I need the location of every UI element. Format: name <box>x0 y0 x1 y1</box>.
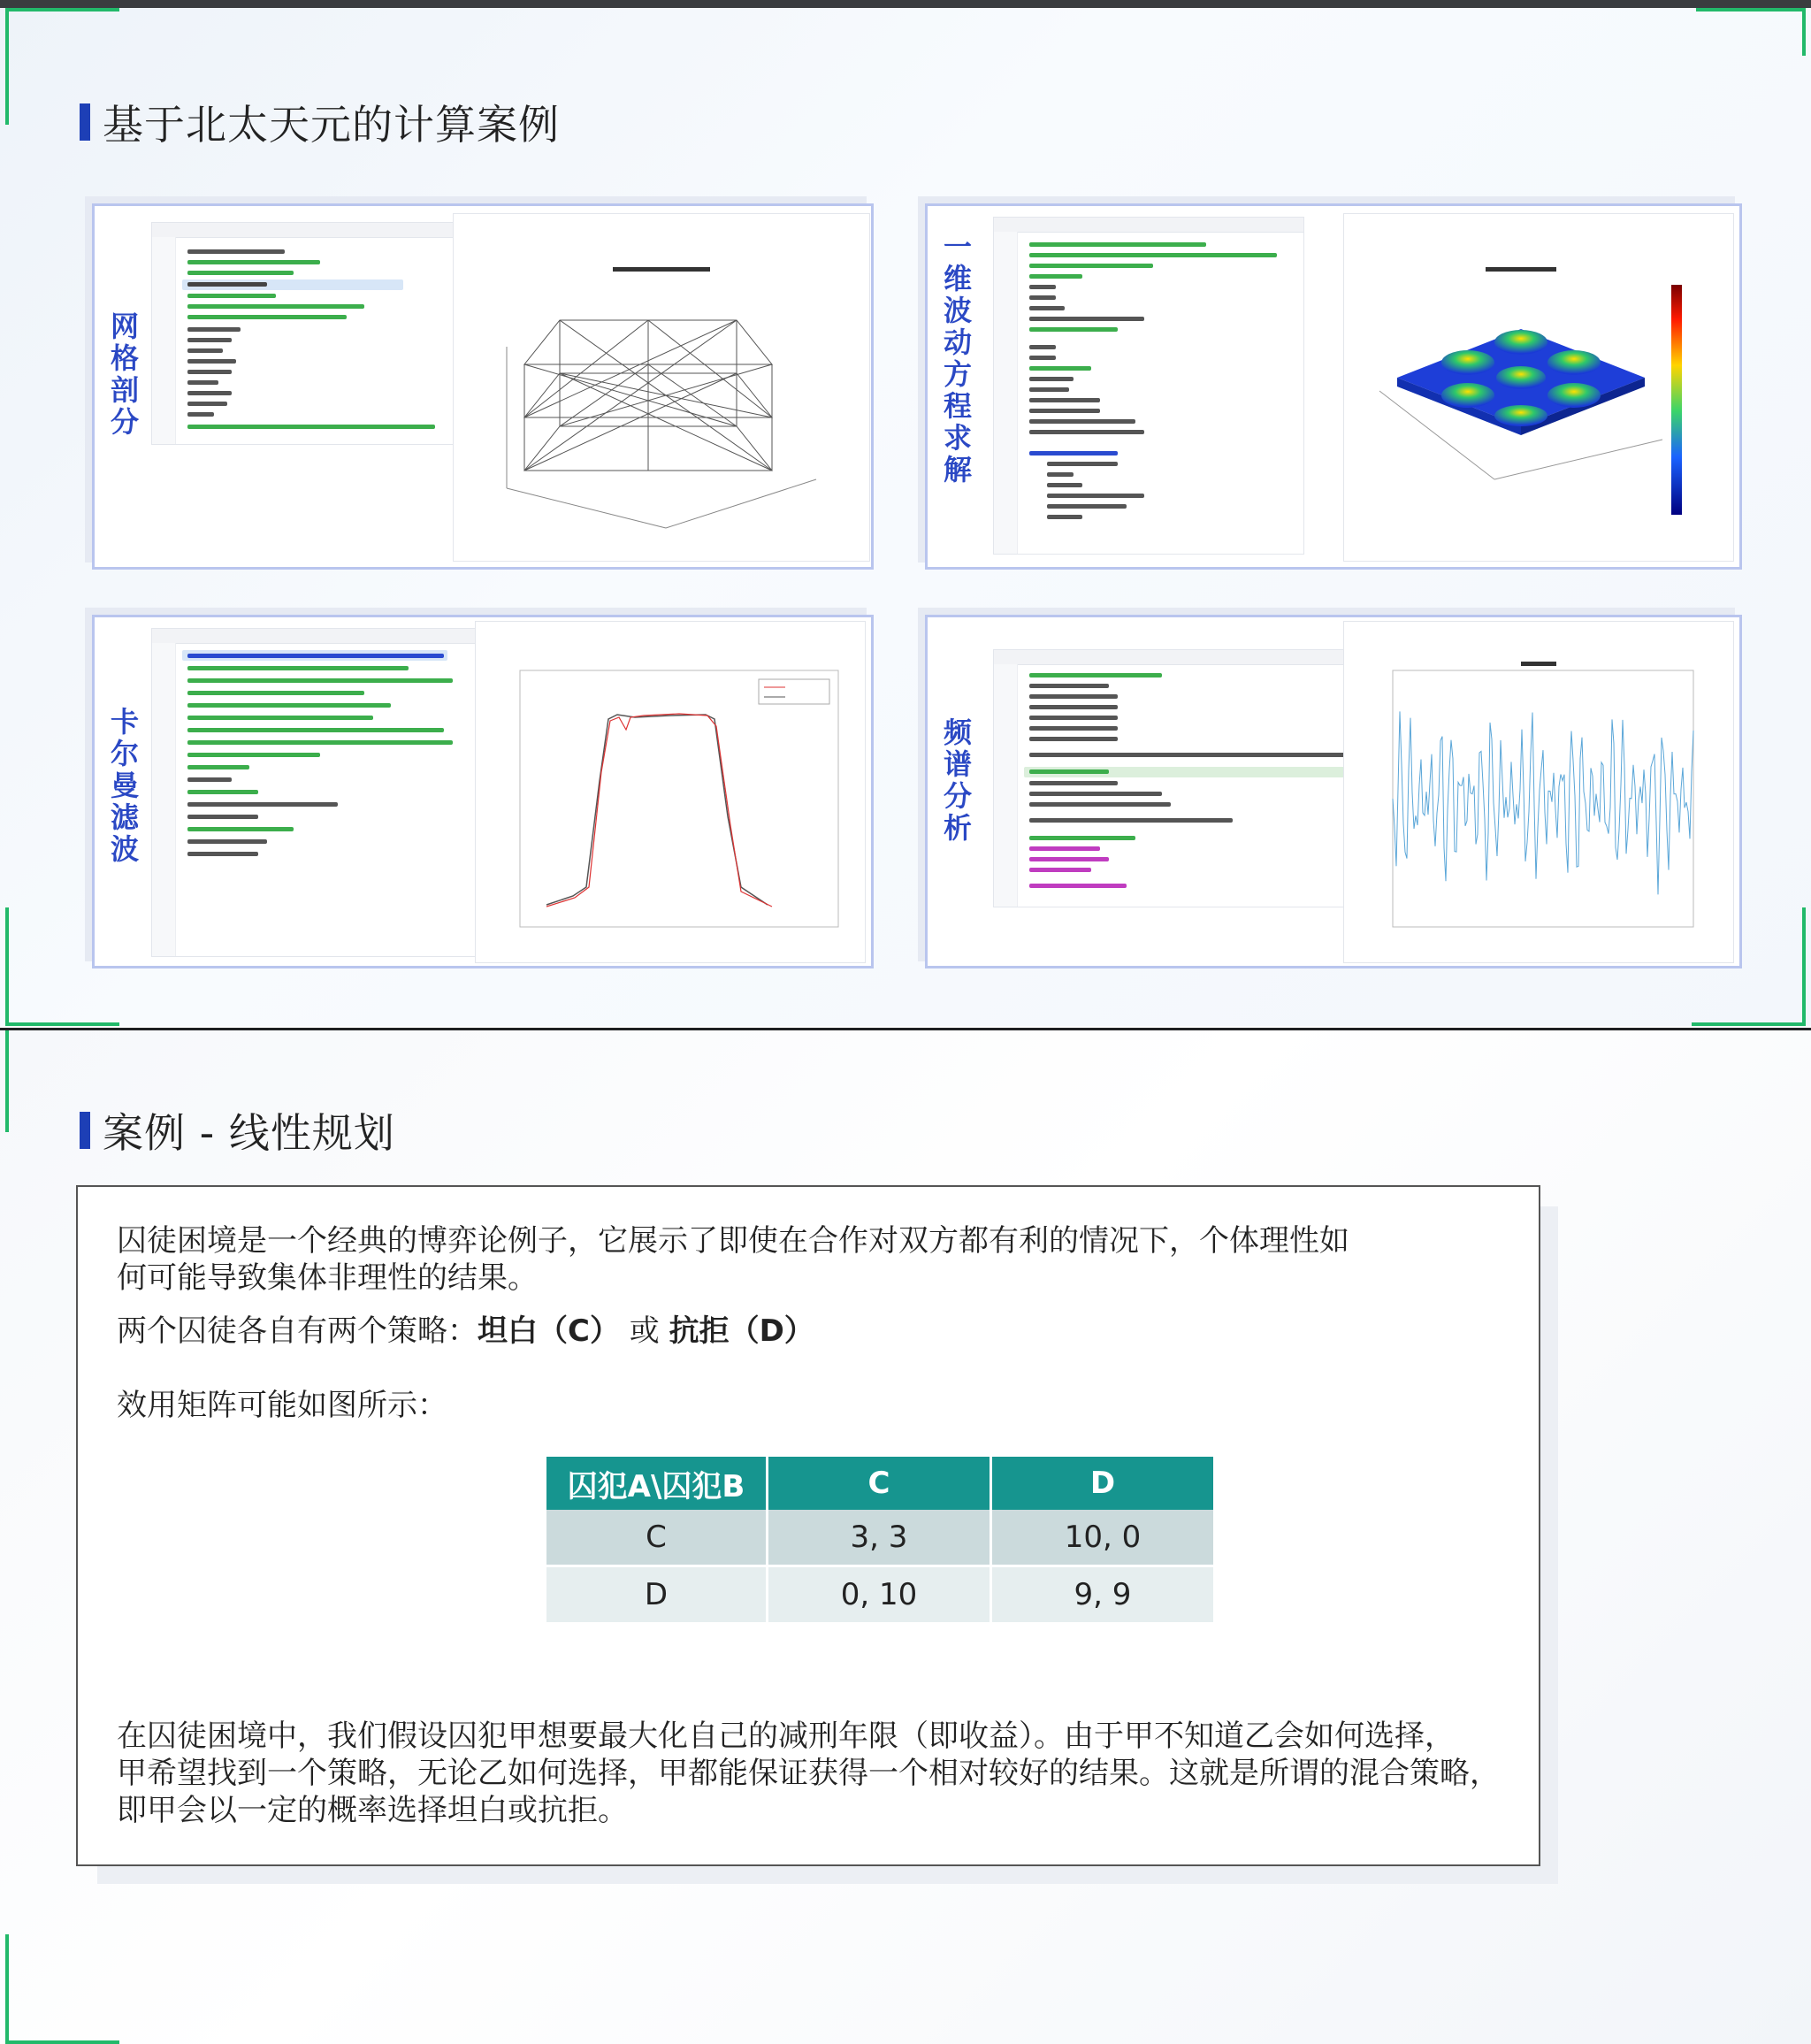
table-header-cell: C <box>768 1457 991 1510</box>
corner-decoration <box>5 1030 9 1132</box>
case-label: 频谱分析 <box>943 716 972 845</box>
signal-line <box>1393 711 1693 894</box>
strategies-line <box>117 1313 814 1350</box>
table-row <box>546 1510 1213 1566</box>
table-cell: 0, 10 <box>768 1566 991 1624</box>
code-editor-screenshot <box>993 649 1384 907</box>
text-line: 何可能导致集体非理性的结果。 <box>117 1260 538 1296</box>
content-box <box>76 1185 1540 1866</box>
slide-title-text: 案例 - 线性规划 <box>103 1109 395 1157</box>
case-panel-mesh[interactable] <box>92 203 874 570</box>
table-row <box>546 1566 1213 1624</box>
table-cell: 3, 3 <box>768 1510 991 1566</box>
slide-linear-programming <box>0 1028 1811 2044</box>
conclusion-paragraph <box>117 1718 1500 1829</box>
title-accent-bar <box>80 103 90 141</box>
payoff-matrix-table <box>546 1457 1213 1625</box>
mesh-plot <box>453 213 870 562</box>
case-label: 网格剖分 <box>110 310 139 439</box>
corner-decoration <box>5 1934 119 2044</box>
slide-title <box>80 93 560 151</box>
case-panel-kalman-filter[interactable] <box>92 615 874 968</box>
case-label: 卡尔曼滤波 <box>110 705 139 866</box>
strategy-resist: 抗拒（D） <box>669 1313 814 1349</box>
text-line: 在囚徒困境中，我们假设囚犯甲想要最大化自己的减刑年限（即收益）。由于甲不知道乙会如何选择， <box>117 1719 1455 1754</box>
case-panel-spectrum-analysis[interactable] <box>925 615 1742 968</box>
table-cell: C <box>546 1510 768 1566</box>
kalman-plot <box>475 621 866 963</box>
matrix-intro: 效用矩阵可能如图所示： <box>117 1388 447 1423</box>
text-line: 即甲会以一定的概率选择坦白或抗拒。 <box>117 1793 628 1828</box>
code-editor-screenshot <box>993 217 1304 555</box>
table-header-cell: D <box>991 1457 1214 1510</box>
table-cell: 10, 0 <box>991 1510 1214 1566</box>
slide-title <box>80 1101 395 1160</box>
table-cell: D <box>546 1566 768 1624</box>
case-label: 一维波动方程求解 <box>943 230 972 486</box>
intro-paragraph <box>117 1222 1349 1297</box>
surface-plot <box>1343 213 1734 562</box>
strategy-confess: 坦白（C） <box>478 1313 620 1349</box>
text-line: 囚徒困境是一个经典的博弈论例子，它展示了即使在合作对双方都有利的情况下，个体理性如 <box>117 1223 1349 1259</box>
signal-plot <box>1343 621 1734 963</box>
text-line: 甲希望找到一个策略，无论乙如何选择，甲都能保证获得一个相对较好的结果。这就是所谓的混合策略， <box>117 1756 1500 1791</box>
case-panel-wave-equation[interactable] <box>925 203 1742 570</box>
table-header-cell: 囚犯A\囚犯B <box>546 1457 768 1510</box>
slide-title-text: 基于北太天元的计算案例 <box>103 101 560 149</box>
corner-decoration <box>1696 8 1806 56</box>
strategies-prefix: 两个囚徒各自有两个策略： <box>117 1313 478 1349</box>
strategies-or: 或 <box>619 1313 669 1349</box>
table-cell: 9, 9 <box>991 1566 1214 1624</box>
title-accent-bar <box>80 1112 90 1149</box>
